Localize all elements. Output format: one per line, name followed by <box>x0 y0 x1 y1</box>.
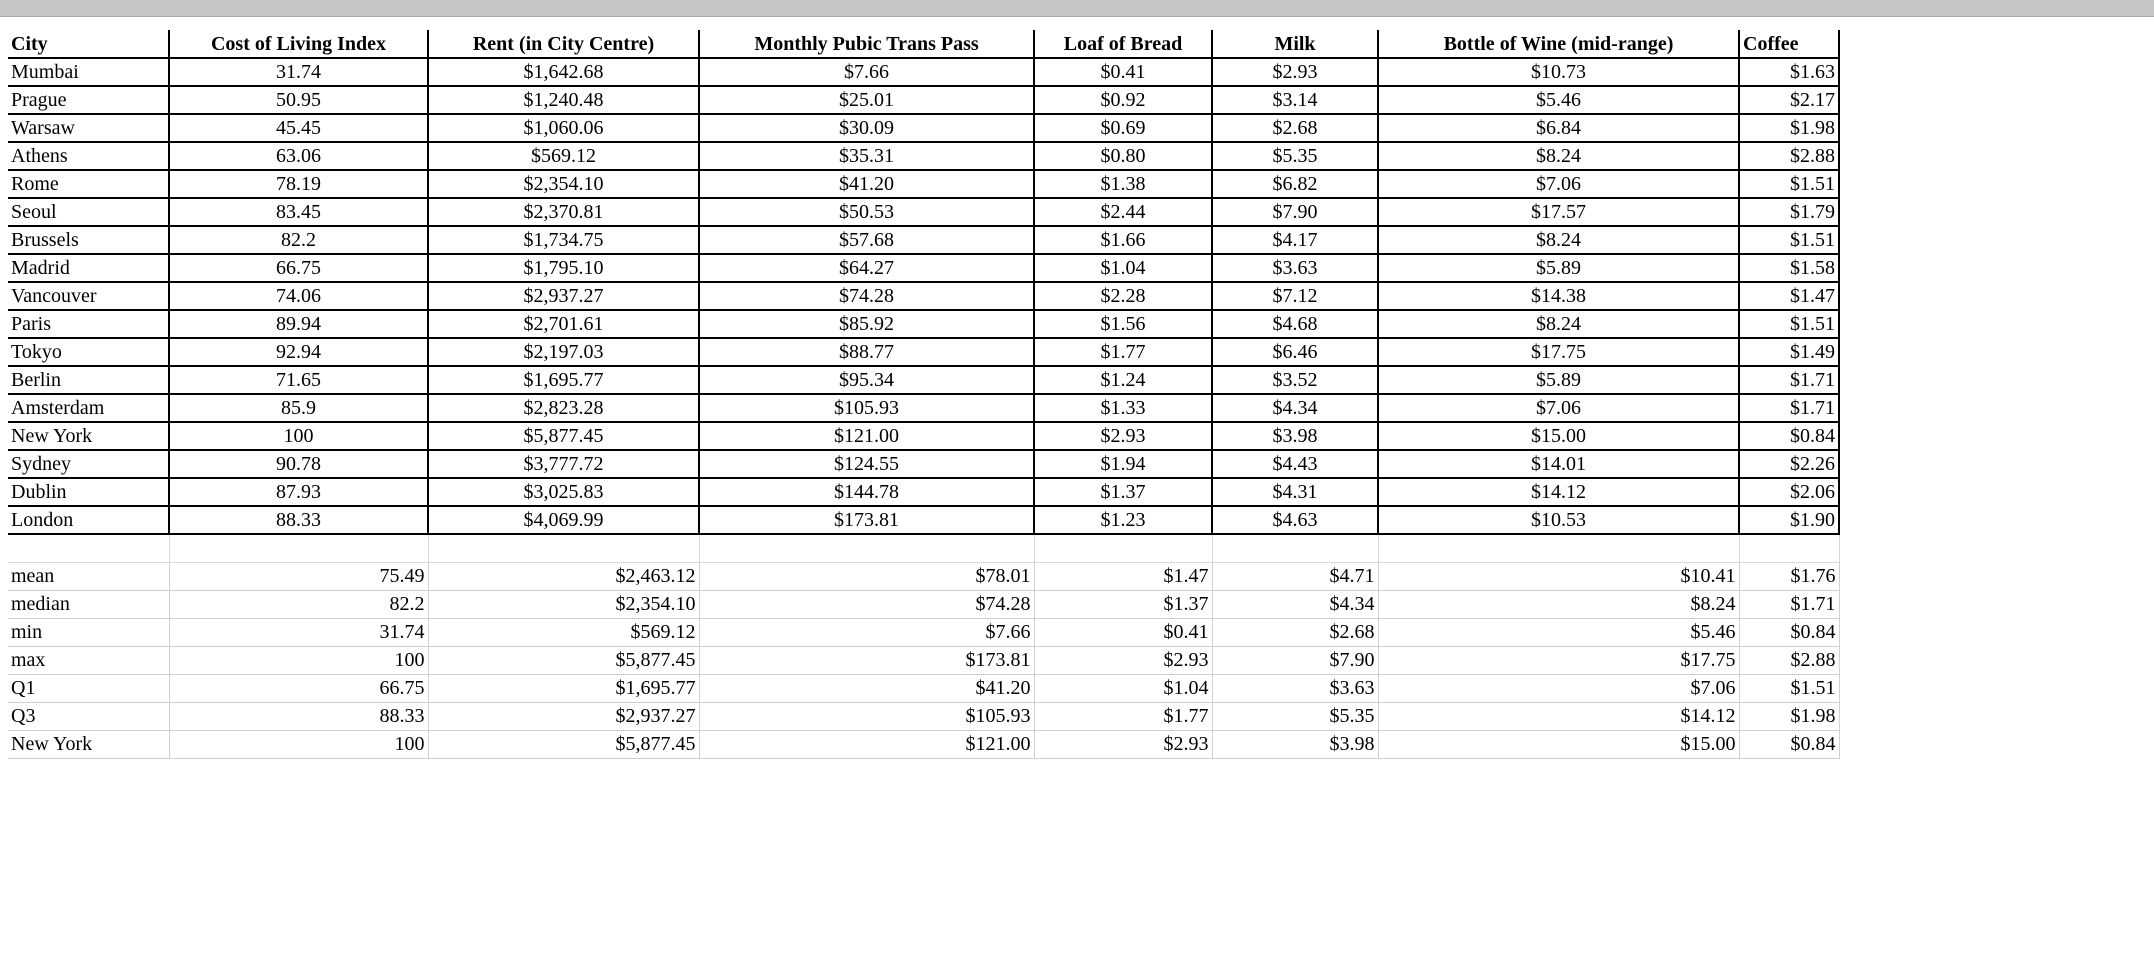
table-cell[interactable]: $57.68 <box>699 226 1034 254</box>
row-label-cell[interactable]: Dublin <box>8 478 169 506</box>
table-cell[interactable]: $3,025.83 <box>428 478 699 506</box>
table-cell[interactable]: $1,695.77 <box>428 674 699 702</box>
table-cell[interactable]: $2.88 <box>1739 142 1839 170</box>
table-cell[interactable]: $1.47 <box>1034 562 1212 590</box>
table-cell[interactable]: $3,777.72 <box>428 450 699 478</box>
table-cell[interactable]: 74.06 <box>169 282 428 310</box>
table-row <box>8 450 1839 478</box>
table-cell[interactable]: 50.95 <box>169 86 428 114</box>
table-cell[interactable]: $8.24 <box>1378 226 1739 254</box>
stat-row <box>8 618 1839 646</box>
table-cell[interactable]: $2,354.10 <box>428 170 699 198</box>
row-label-cell[interactable]: Athens <box>8 142 169 170</box>
table-cell[interactable]: $1,642.68 <box>428 58 699 86</box>
cost-of-living-table <box>8 30 1840 759</box>
table-row <box>8 338 1839 366</box>
table-row <box>8 198 1839 226</box>
table-cell[interactable]: $1.71 <box>1739 394 1839 422</box>
table-cell[interactable]: $569.12 <box>428 618 699 646</box>
table-row <box>8 478 1839 506</box>
table-cell[interactable]: $0.84 <box>1739 422 1839 450</box>
table-cell[interactable]: $1,240.48 <box>428 86 699 114</box>
table-cell[interactable]: $0.92 <box>1034 86 1212 114</box>
table-cell[interactable]: $1.23 <box>1034 506 1212 534</box>
table-cell[interactable]: $7.12 <box>1212 282 1378 310</box>
table-cell[interactable]: $1,734.75 <box>428 226 699 254</box>
table-cell[interactable]: 78.19 <box>169 170 428 198</box>
table-cell[interactable]: 45.45 <box>169 114 428 142</box>
header-row <box>8 30 1839 58</box>
row-label-cell[interactable]: Tokyo <box>8 338 169 366</box>
table-cell[interactable]: $121.00 <box>699 422 1034 450</box>
table-cell[interactable]: $17.75 <box>1378 338 1739 366</box>
table-cell[interactable]: $2.44 <box>1034 198 1212 226</box>
table-row <box>8 422 1839 450</box>
table-cell[interactable]: 87.93 <box>169 478 428 506</box>
table-cell[interactable]: $5,877.45 <box>428 646 699 674</box>
table-cell[interactable]: $1.24 <box>1034 366 1212 394</box>
table-cell[interactable]: $6.46 <box>1212 338 1378 366</box>
table-cell[interactable]: $1.76 <box>1739 562 1839 590</box>
table-cell[interactable]: $2,823.28 <box>428 394 699 422</box>
row-label-cell[interactable]: mean <box>8 562 169 590</box>
table-cell[interactable]: $6.82 <box>1212 170 1378 198</box>
table-cell[interactable]: $0.41 <box>1034 618 1212 646</box>
window-top-bar <box>0 0 2154 17</box>
header-wine[interactable]: Bottle of Wine (mid-range) <box>1378 30 1739 58</box>
table-cell[interactable]: $74.28 <box>699 282 1034 310</box>
table-cell[interactable]: 31.74 <box>169 58 428 86</box>
data-rows <box>8 58 1839 534</box>
table-cell[interactable]: $2.26 <box>1739 450 1839 478</box>
table-cell[interactable]: $1.49 <box>1739 338 1839 366</box>
table-cell[interactable]: $1.58 <box>1739 254 1839 282</box>
row-label-cell[interactable]: Berlin <box>8 366 169 394</box>
table-cell[interactable]: $173.81 <box>699 506 1034 534</box>
table-cell[interactable]: $4.68 <box>1212 310 1378 338</box>
table-cell[interactable]: $2.68 <box>1212 618 1378 646</box>
row-label-cell[interactable]: London <box>8 506 169 534</box>
table-cell[interactable]: 89.94 <box>169 310 428 338</box>
table-row <box>8 394 1839 422</box>
table-cell[interactable]: $85.92 <box>699 310 1034 338</box>
table-cell[interactable]: $10.73 <box>1378 58 1739 86</box>
table-cell[interactable]: $1.04 <box>1034 674 1212 702</box>
table-cell[interactable]: $2,354.10 <box>428 590 699 618</box>
table-cell[interactable]: $5,877.45 <box>428 422 699 450</box>
table-cell[interactable]: $5.46 <box>1378 86 1739 114</box>
row-label-cell[interactable]: min <box>8 618 169 646</box>
table-row <box>8 282 1839 310</box>
table-cell[interactable]: $1.51 <box>1739 170 1839 198</box>
table-row <box>8 226 1839 254</box>
table-cell[interactable]: 82.2 <box>169 590 428 618</box>
table-cell[interactable]: 31.74 <box>169 618 428 646</box>
table-cell[interactable]: $2.93 <box>1034 422 1212 450</box>
table-cell[interactable]: $7.90 <box>1212 646 1378 674</box>
table-cell[interactable]: $17.75 <box>1378 646 1739 674</box>
row-label-cell[interactable]: New York <box>8 422 169 450</box>
table-cell[interactable]: $1.56 <box>1034 310 1212 338</box>
row-label-cell[interactable]: Sydney <box>8 450 169 478</box>
header-transit-pass[interactable]: Monthly Pubic Trans Pass <box>699 30 1034 58</box>
table-cell[interactable]: 66.75 <box>169 254 428 282</box>
table-cell[interactable]: $4.43 <box>1212 450 1378 478</box>
table-cell[interactable]: $30.09 <box>699 114 1034 142</box>
table-cell[interactable]: $0.84 <box>1739 730 1839 758</box>
header-cost-of-living-index[interactable]: Cost of Living Index <box>169 30 428 58</box>
spreadsheet <box>8 30 1840 759</box>
table-cell[interactable]: $1.71 <box>1739 366 1839 394</box>
table-cell[interactable]: $15.00 <box>1378 422 1739 450</box>
table-cell[interactable]: $124.55 <box>699 450 1034 478</box>
table-cell[interactable]: $0.84 <box>1739 618 1839 646</box>
table-cell[interactable]: $10.41 <box>1378 562 1739 590</box>
table-cell[interactable]: $8.24 <box>1378 310 1739 338</box>
table-cell[interactable]: $3.63 <box>1212 254 1378 282</box>
table-cell[interactable]: $1.51 <box>1739 226 1839 254</box>
table-cell[interactable]: $2,701.61 <box>428 310 699 338</box>
summary-stat-rows <box>8 562 1839 758</box>
table-cell[interactable]: $173.81 <box>699 646 1034 674</box>
table-cell[interactable]: $5.35 <box>1212 702 1378 730</box>
table-cell[interactable]: $2.17 <box>1739 86 1839 114</box>
table-cell[interactable] <box>8 534 169 562</box>
table-cell[interactable]: $5,877.45 <box>428 730 699 758</box>
table-cell[interactable]: $0.80 <box>1034 142 1212 170</box>
table-cell[interactable]: $5.35 <box>1212 142 1378 170</box>
table-cell[interactable]: $105.93 <box>699 702 1034 730</box>
table-cell[interactable]: $2,197.03 <box>428 338 699 366</box>
table-cell[interactable]: $5.46 <box>1378 618 1739 646</box>
table-cell[interactable]: 92.94 <box>169 338 428 366</box>
table-cell[interactable]: $4.63 <box>1212 506 1378 534</box>
table-cell[interactable]: 75.49 <box>169 562 428 590</box>
table-cell[interactable]: $15.00 <box>1378 730 1739 758</box>
table-cell[interactable]: $1.71 <box>1739 590 1839 618</box>
table-cell[interactable]: $7.06 <box>1378 394 1739 422</box>
table-cell[interactable]: 88.33 <box>169 702 428 730</box>
table-cell[interactable]: $50.53 <box>699 198 1034 226</box>
table-cell[interactable]: $2.93 <box>1034 730 1212 758</box>
table-cell[interactable]: $14.38 <box>1378 282 1739 310</box>
table-cell[interactable]: $17.57 <box>1378 198 1739 226</box>
table-row <box>8 142 1839 170</box>
table-row <box>8 170 1839 198</box>
table-cell[interactable] <box>699 534 1034 562</box>
table-cell[interactable]: 100 <box>169 422 428 450</box>
table-cell[interactable]: $2,937.27 <box>428 282 699 310</box>
table-cell[interactable]: $4.31 <box>1212 478 1378 506</box>
table-cell[interactable]: $1.37 <box>1034 478 1212 506</box>
table-cell[interactable]: $1,695.77 <box>428 366 699 394</box>
table-cell[interactable]: $41.20 <box>699 674 1034 702</box>
header-milk[interactable]: Milk <box>1212 30 1378 58</box>
header-rent[interactable]: Rent (in City Centre) <box>428 30 699 58</box>
table-cell[interactable]: $88.77 <box>699 338 1034 366</box>
table-cell[interactable]: $7.66 <box>699 618 1034 646</box>
row-label-cell[interactable]: Mumbai <box>8 58 169 86</box>
table-row <box>8 506 1839 534</box>
table-cell[interactable]: 66.75 <box>169 674 428 702</box>
table-row <box>8 254 1839 282</box>
table-cell[interactable]: $4.34 <box>1212 590 1378 618</box>
table-cell[interactable]: $1.51 <box>1739 310 1839 338</box>
table-cell[interactable]: $41.20 <box>699 170 1034 198</box>
table-cell[interactable]: 83.45 <box>169 198 428 226</box>
row-label-cell[interactable]: Madrid <box>8 254 169 282</box>
row-label-cell[interactable]: Rome <box>8 170 169 198</box>
table-cell[interactable]: $3.63 <box>1212 674 1378 702</box>
table-cell[interactable]: $1.98 <box>1739 702 1839 730</box>
table-cell[interactable] <box>1212 534 1378 562</box>
table-cell[interactable]: $105.93 <box>699 394 1034 422</box>
table-cell[interactable]: $2.28 <box>1034 282 1212 310</box>
table-cell[interactable]: $1.90 <box>1739 506 1839 534</box>
header-city[interactable]: City <box>8 30 169 58</box>
row-label-cell[interactable]: max <box>8 646 169 674</box>
table-cell[interactable]: $0.69 <box>1034 114 1212 142</box>
header-bread[interactable]: Loaf of Bread <box>1034 30 1212 58</box>
table-cell[interactable]: 63.06 <box>169 142 428 170</box>
table-cell[interactable]: $1.66 <box>1034 226 1212 254</box>
table-cell[interactable] <box>1378 534 1739 562</box>
row-label-cell[interactable]: Amsterdam <box>8 394 169 422</box>
table-cell[interactable]: $14.12 <box>1378 702 1739 730</box>
table-cell[interactable]: $4.71 <box>1212 562 1378 590</box>
table-row <box>8 86 1839 114</box>
table-cell[interactable]: 100 <box>169 730 428 758</box>
header-coffee[interactable]: Coffee <box>1739 30 1839 58</box>
table-cell[interactable]: $8.24 <box>1378 590 1739 618</box>
table-cell[interactable]: $1.33 <box>1034 394 1212 422</box>
table-row <box>8 366 1839 394</box>
stat-row <box>8 562 1839 590</box>
table-cell[interactable]: $1.51 <box>1739 674 1839 702</box>
table-cell[interactable]: 88.33 <box>169 506 428 534</box>
table-cell[interactable]: $95.34 <box>699 366 1034 394</box>
table-cell[interactable]: $1.77 <box>1034 338 1212 366</box>
table-row <box>8 58 1839 86</box>
table-cell[interactable]: 90.78 <box>169 450 428 478</box>
table-cell[interactable]: $1.79 <box>1739 198 1839 226</box>
table-cell[interactable]: $78.01 <box>699 562 1034 590</box>
table-cell[interactable]: $4.34 <box>1212 394 1378 422</box>
spacer-rows <box>8 534 1839 562</box>
table-cell[interactable]: $1.98 <box>1739 114 1839 142</box>
row-label-cell[interactable]: Warsaw <box>8 114 169 142</box>
table-cell[interactable] <box>169 534 428 562</box>
table-cell[interactable] <box>1034 534 1212 562</box>
table-cell[interactable]: $35.31 <box>699 142 1034 170</box>
table-cell[interactable]: 100 <box>169 646 428 674</box>
table-cell[interactable]: $1.94 <box>1034 450 1212 478</box>
row-label-cell[interactable]: Prague <box>8 86 169 114</box>
table-cell[interactable]: $7.06 <box>1378 170 1739 198</box>
row-label-cell[interactable]: Vancouver <box>8 282 169 310</box>
row-label-cell[interactable]: Q3 <box>8 702 169 730</box>
table-cell[interactable]: $0.41 <box>1034 58 1212 86</box>
table-cell[interactable]: $1.47 <box>1739 282 1839 310</box>
table-cell[interactable]: $1.37 <box>1034 590 1212 618</box>
table-cell[interactable]: $2.93 <box>1034 646 1212 674</box>
table-cell[interactable]: $3.98 <box>1212 730 1378 758</box>
table-cell[interactable]: $1.04 <box>1034 254 1212 282</box>
table-cell[interactable]: $10.53 <box>1378 506 1739 534</box>
table-cell[interactable]: $7.66 <box>699 58 1034 86</box>
table-cell[interactable]: $14.01 <box>1378 450 1739 478</box>
stat-row <box>8 590 1839 618</box>
table-cell[interactable] <box>428 534 699 562</box>
table-cell[interactable]: $121.00 <box>699 730 1034 758</box>
table-cell[interactable]: $25.01 <box>699 86 1034 114</box>
row-label-cell[interactable]: Q1 <box>8 674 169 702</box>
empty-row <box>8 534 1839 562</box>
row-label-cell[interactable]: Paris <box>8 310 169 338</box>
table-cell[interactable]: $2.93 <box>1212 58 1378 86</box>
table-cell[interactable]: $6.84 <box>1378 114 1739 142</box>
table-cell[interactable] <box>1739 534 1839 562</box>
table-cell[interactable]: $4,069.99 <box>428 506 699 534</box>
table-cell[interactable]: $14.12 <box>1378 478 1739 506</box>
table-cell[interactable]: 85.9 <box>169 394 428 422</box>
table-cell[interactable]: $5.89 <box>1378 366 1739 394</box>
table-cell[interactable]: $7.90 <box>1212 198 1378 226</box>
table-cell[interactable]: $3.98 <box>1212 422 1378 450</box>
row-label-cell[interactable]: Seoul <box>8 198 169 226</box>
table-row <box>8 114 1839 142</box>
table-row <box>8 310 1839 338</box>
table-cell[interactable]: $2,463.12 <box>428 562 699 590</box>
table-cell[interactable]: $8.24 <box>1378 142 1739 170</box>
stat-row <box>8 702 1839 730</box>
table-cell[interactable]: $1.38 <box>1034 170 1212 198</box>
table-cell[interactable]: $2.68 <box>1212 114 1378 142</box>
table-cell[interactable]: $2.06 <box>1739 478 1839 506</box>
table-cell[interactable]: $5.89 <box>1378 254 1739 282</box>
row-label-cell[interactable]: New York <box>8 730 169 758</box>
table-cell[interactable]: 71.65 <box>169 366 428 394</box>
table-cell[interactable]: $2,937.27 <box>428 702 699 730</box>
table-cell[interactable]: $2.88 <box>1739 646 1839 674</box>
table-cell[interactable]: $7.06 <box>1378 674 1739 702</box>
table-cell[interactable]: $1.63 <box>1739 58 1839 86</box>
row-label-cell[interactable]: median <box>8 590 169 618</box>
table-cell[interactable]: $3.52 <box>1212 366 1378 394</box>
table-cell[interactable]: $144.78 <box>699 478 1034 506</box>
stat-row <box>8 646 1839 674</box>
table-cell[interactable]: $4.17 <box>1212 226 1378 254</box>
table-cell[interactable]: $3.14 <box>1212 86 1378 114</box>
table-cell[interactable]: $74.28 <box>699 590 1034 618</box>
table-cell[interactable]: $569.12 <box>428 142 699 170</box>
table-cell[interactable]: $1.77 <box>1034 702 1212 730</box>
stat-row <box>8 730 1839 758</box>
stat-row <box>8 674 1839 702</box>
table-cell[interactable]: $1,795.10 <box>428 254 699 282</box>
table-cell[interactable]: $2,370.81 <box>428 198 699 226</box>
table-cell[interactable]: 82.2 <box>169 226 428 254</box>
table-cell[interactable]: $64.27 <box>699 254 1034 282</box>
row-label-cell[interactable]: Brussels <box>8 226 169 254</box>
table-cell[interactable]: $1,060.06 <box>428 114 699 142</box>
